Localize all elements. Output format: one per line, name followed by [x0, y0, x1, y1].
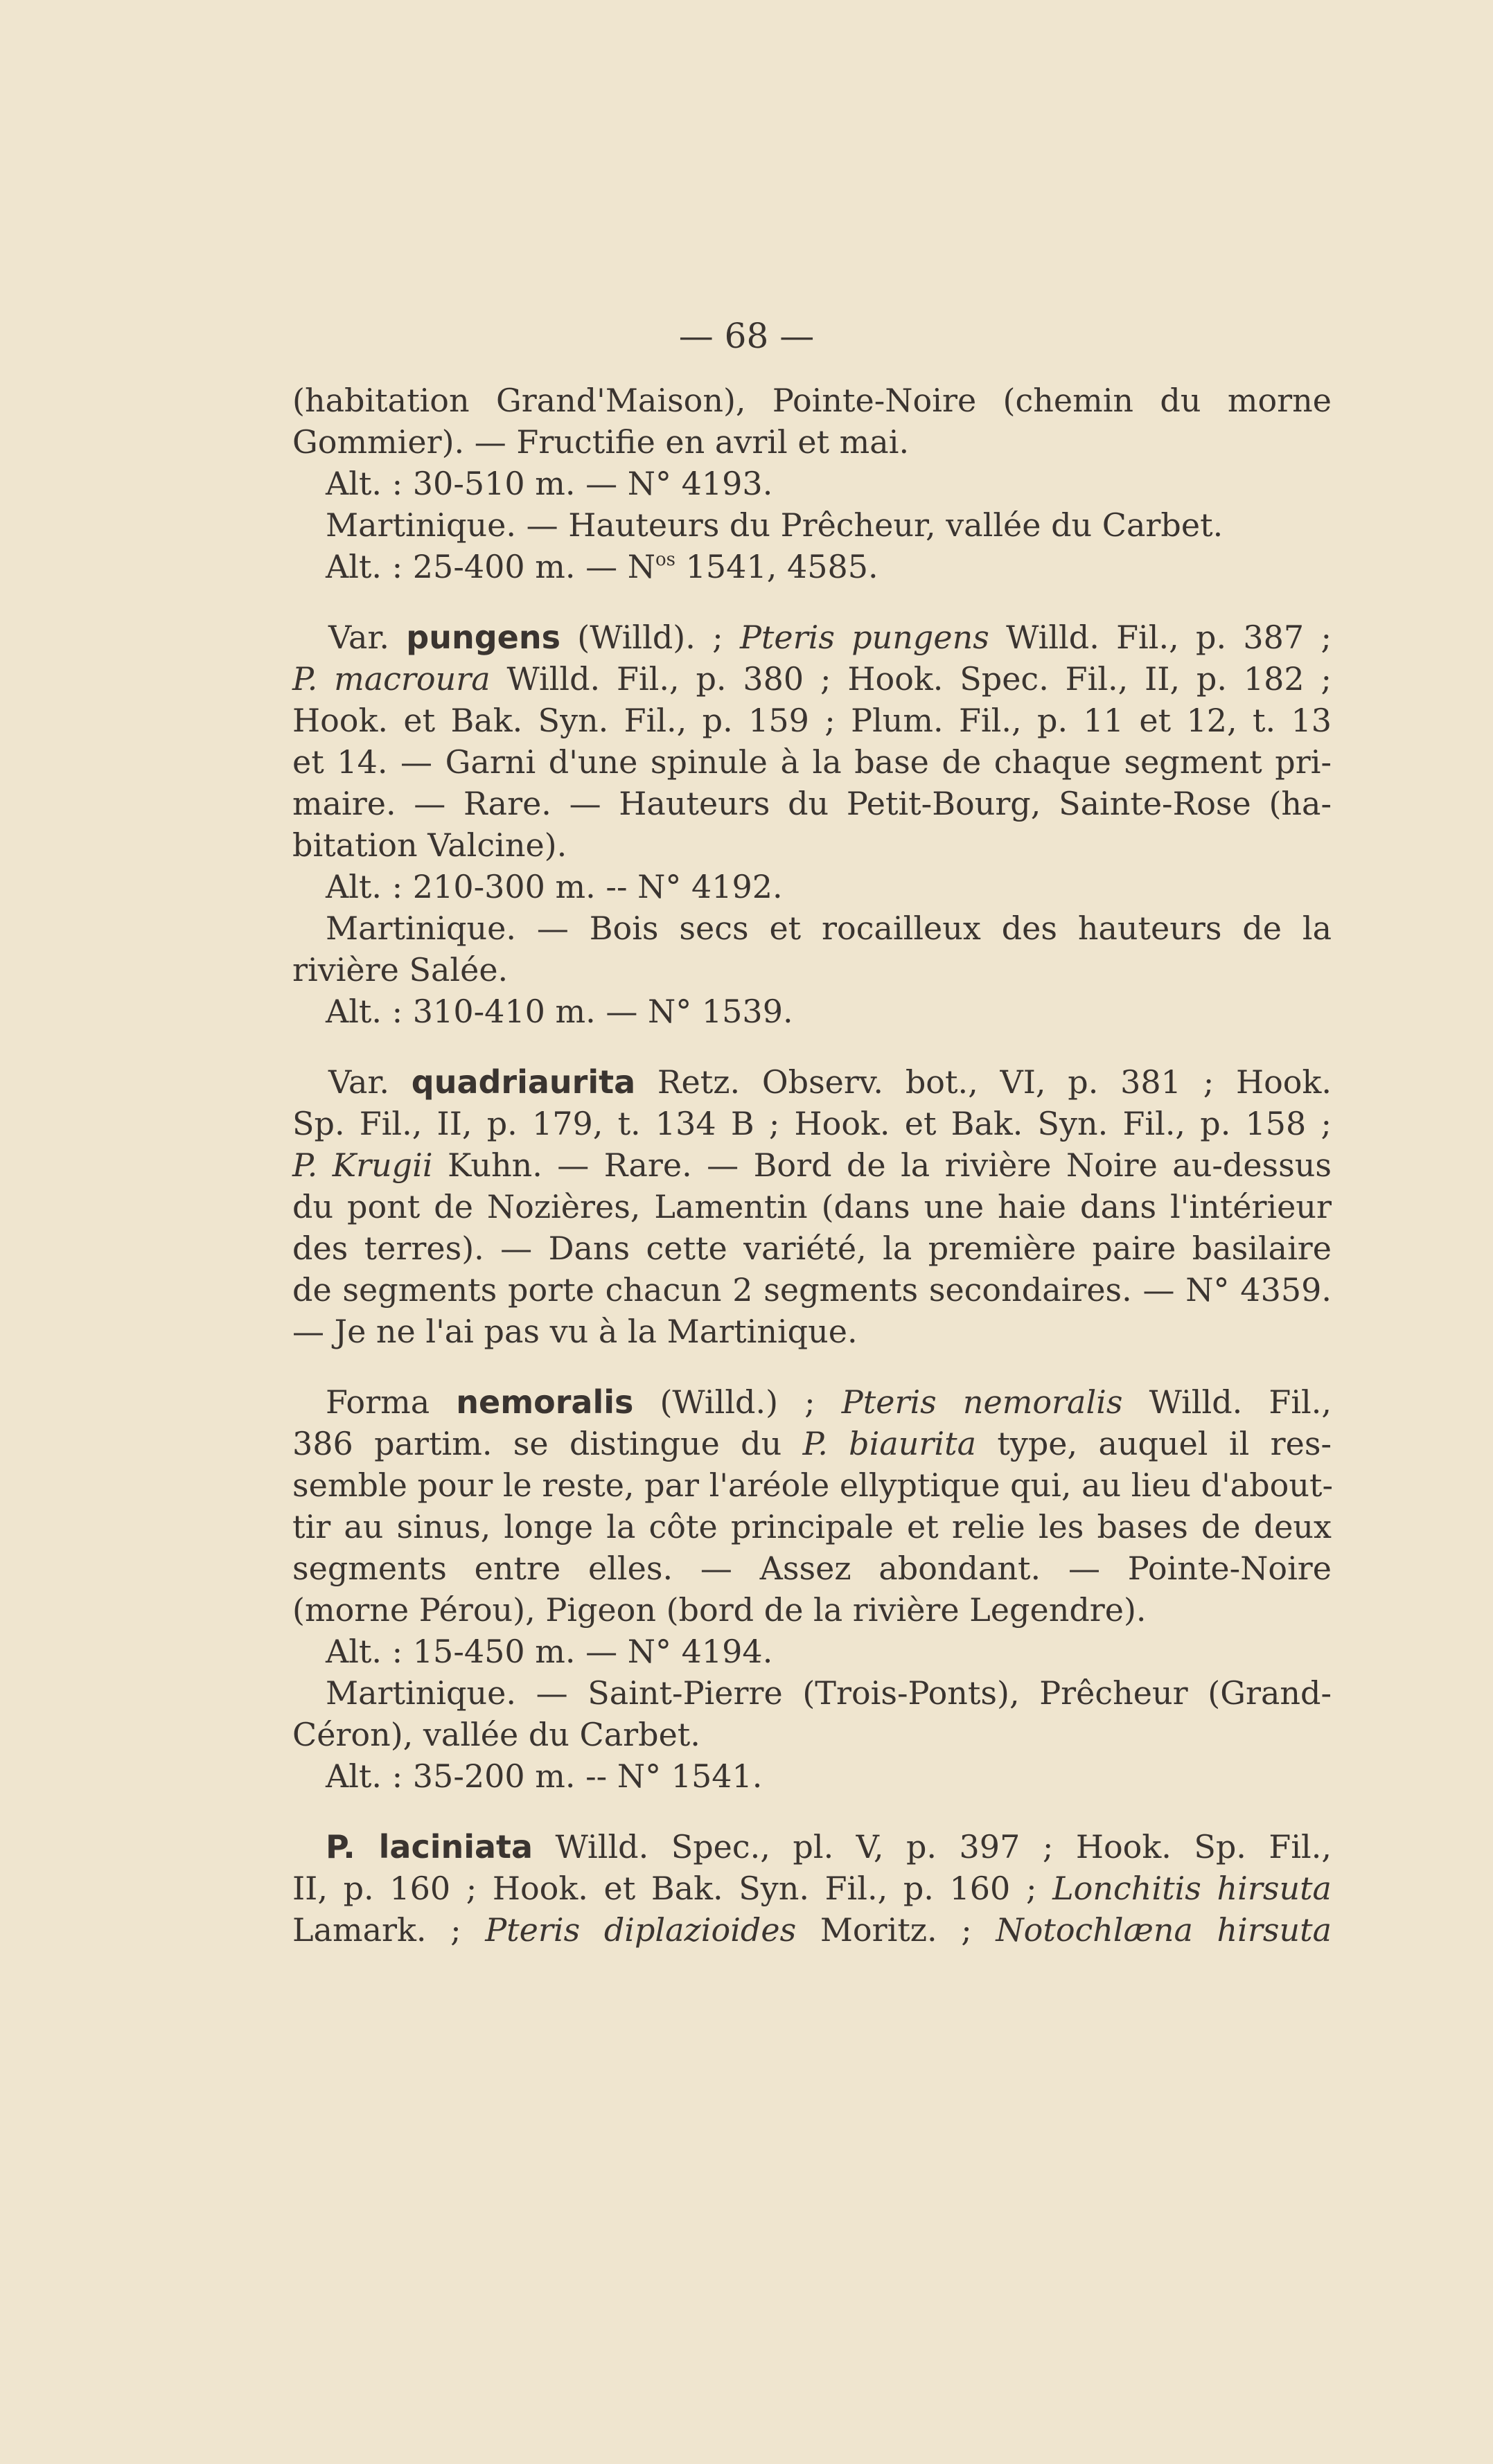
text-line: bitation Valcine).: [292, 826, 567, 864]
taxon-name: pungens: [406, 619, 560, 656]
text-line: Alt. : 35-200 m. -- N° 1541.: [326, 1757, 763, 1795]
text-line: Forma nemoralis (Willd.) ; Pteris nemoralis Willd. Fil.,: [326, 1383, 1332, 1421]
text-line: segments entre elles. — Assez abondant. — Pointe-Noire: [292, 1550, 1332, 1587]
text-line: Alt. : 30-510 m. — N° 4193.: [326, 465, 773, 502]
text-body: [292, 380, 1332, 1951]
text-line: P. laciniata Willd. Spec., pl. V, p. 397 ; Hook. Sp. Fil.,: [326, 1828, 1332, 1865]
text-line: rivière Salée.: [292, 951, 509, 989]
page-number: — 68 —: [678, 316, 815, 356]
text-line: du pont de Nozières, Lamentin (dans une haie dans l'intérieur: [292, 1188, 1332, 1225]
text-line: P. Krugii Kuhn. — Rare. — Bord de la rivière Noire au-dessus: [292, 1146, 1332, 1184]
text-line: tir au sinus, longe la côte principale et relie les bases de deux: [292, 1508, 1332, 1545]
taxon-name: quadriaurita: [411, 1063, 636, 1101]
text-line: des terres). — Dans cette variété, la première paire basilaire: [292, 1230, 1332, 1267]
text-line: (morne Pérou), Pigeon (bord de la rivière Legendre).: [292, 1591, 1147, 1629]
text-line: Gommier). — Fructifie en avril et mai.: [292, 423, 910, 461]
text-line: 386 partim. se distingue du P. biaurita type, auquel il res-: [292, 1425, 1332, 1462]
text-line: Céron), vallée du Carbet.: [292, 1716, 700, 1753]
text-line: P. macroura Willd. Fil., p. 380 ; Hook. Spec. Fil., II, p. 182 ;: [292, 660, 1332, 698]
taxon-name: P. laciniata: [326, 1828, 533, 1865]
text-line: de segments porte chacun 2 segments secondaires. — N° 4359.: [292, 1271, 1332, 1309]
text-line: Hook. et Bak. Syn. Fil., p. 159 ; Plum. Fil., p. 11 et 12, t. 13: [292, 702, 1332, 739]
text-line: Martinique. — Saint-Pierre (Trois-Ponts), Prêcheur (Grand-: [326, 1674, 1332, 1712]
text-line: semble pour le reste, par l'aréole ellyptique qui, au lieu d'about-: [292, 1466, 1333, 1504]
text-line: Alt. : 15-450 m. — N° 4194.: [326, 1633, 773, 1670]
text-line: maire. — Rare. — Hauteurs du Petit-Bourg, Sainte-Rose (ha-: [292, 785, 1332, 822]
text-line: Alt. : 310-410 m. — N° 1539.: [326, 993, 793, 1030]
text-line: Sp. Fil., II, p. 179, t. 134 B ; Hook. et Bak. Syn. Fil., p. 158 ;: [292, 1105, 1332, 1142]
text-line: (habitation Grand'Maison), Pointe-Noire (chemin du morne: [292, 382, 1332, 419]
taxon-name: nemoralis: [456, 1383, 634, 1421]
text-line: Alt. : 25-400 m. — $N^{os}$ 1541, 4585.: [326, 548, 878, 585]
text-line: Lamark. ; Pteris diplazioides Moritz. ; Notochlæna hirsuta: [292, 1911, 1332, 1949]
text-line: Var. pungens (Willd). ; Pteris pungens Willd. Fil., p. 387 ;: [328, 619, 1332, 656]
text-line: Var. quadriaurita Retz. Observ. bot., VI, p. 381 ; Hook.: [328, 1063, 1332, 1101]
text-line: et 14. — Garni d'une spinule à la base de chaque segment pri-: [292, 743, 1332, 781]
text-line: Alt. : 210-300 m. -- N° 4192.: [326, 868, 783, 905]
text-line: Martinique. — Hauteurs du Prêcheur, vallée du Carbet.: [326, 506, 1223, 544]
text-line: Martinique. — Bois secs et rocailleux des hauteurs de la: [326, 910, 1332, 947]
text-line: II, p. 160 ; Hook. et Bak. Syn. Fil., p. 160 ; Lonchitis hirsuta: [292, 1870, 1332, 1907]
text-line: — Je ne l'ai pas vu à la Martinique.: [292, 1313, 858, 1350]
